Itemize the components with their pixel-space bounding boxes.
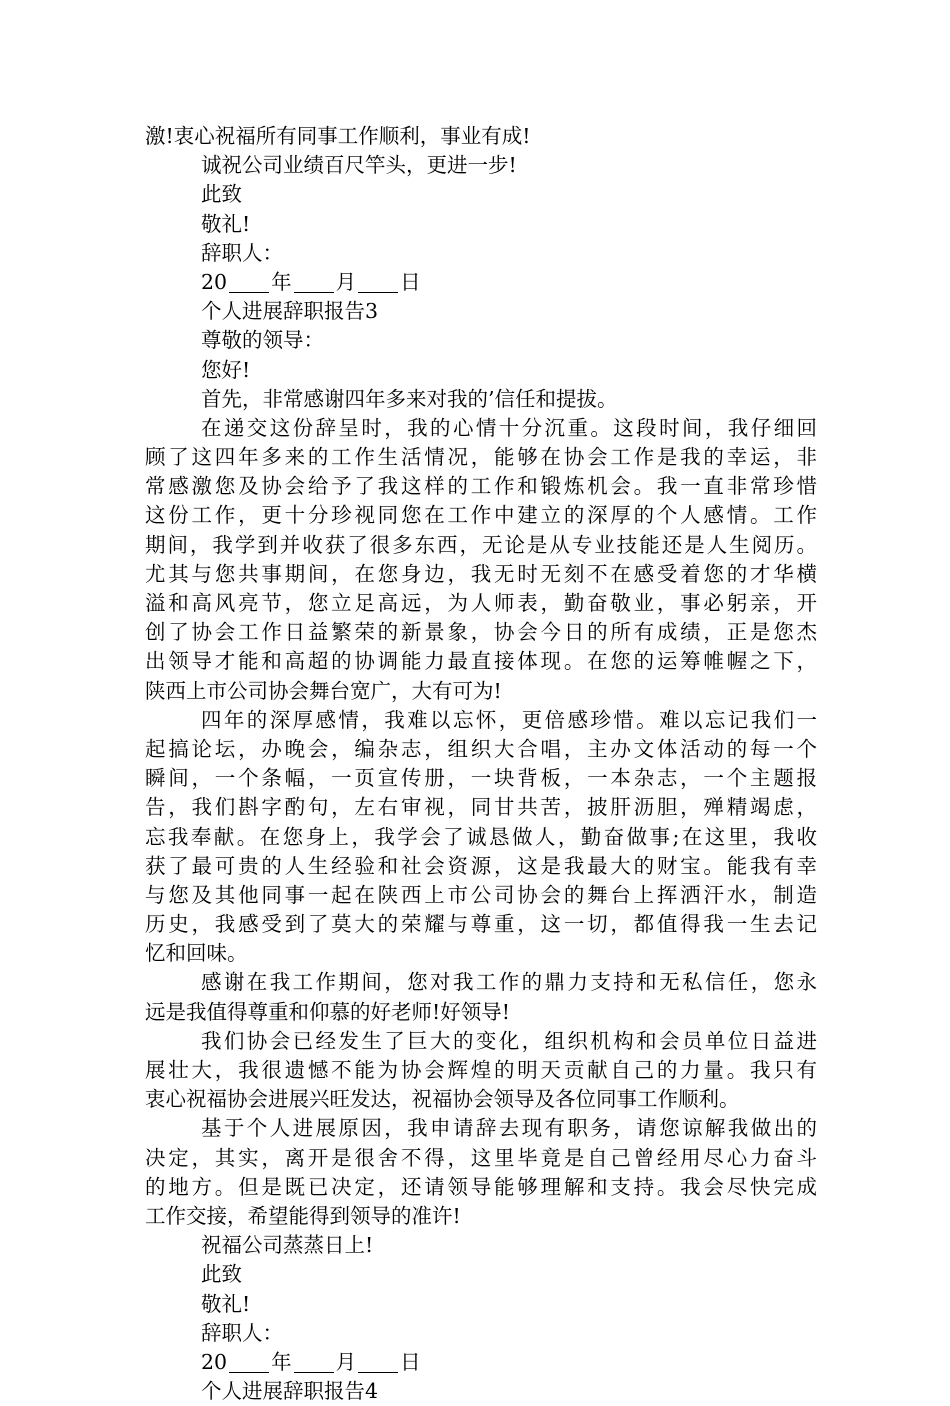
text-line: 此致 (201, 182, 242, 207)
text-line: 告，我们斟字酌句，左右审视，同甘共苦，披肝沥胆，殚精竭虑， (145, 795, 817, 820)
text-line: 首先，非常感谢四年多来对我的’信任和提拔。 (201, 386, 618, 411)
date-blank-underline (294, 272, 334, 293)
text-line: 个人进展辞职报告3 (201, 299, 379, 324)
text-line: 陕西上市公司协会舞台宽广，大有可为! (145, 678, 502, 703)
text-line: 决定，其实，离开是很舍不得，这里毕竟是自己曾经用尽心力奋斗 (145, 1145, 817, 1170)
text-line: 基于个人进展原因，我申请辞去现有职务，请您谅解我做出的 (201, 1116, 817, 1141)
text-line: 此致 (201, 1262, 242, 1287)
date-blank-underline (358, 1352, 398, 1373)
date-line (145, 268, 817, 297)
text-line: 敬礼! (201, 211, 251, 236)
text-line: 工作交接，希望能得到领导的准许! (145, 1203, 461, 1228)
date-year-prefix: 20 (201, 269, 228, 294)
text-line: 与您及其他同事一起在陕西上市公司协会的舞台上挥洒汗水，制造 (145, 882, 817, 907)
text-line: 起搞论坛，办晚会，编杂志，组织大合唱，主办文体活动的每一个 (145, 736, 817, 761)
date-blank-underline (229, 272, 269, 293)
text-line: 辞职人： (201, 240, 283, 265)
date-line (145, 1348, 817, 1377)
document-body (145, 122, 817, 1406)
text-line: 远是我值得尊重和仰慕的好老师!好领导! (145, 999, 510, 1024)
text-line: 四年的深厚感情，我难以忘怀，更倍感珍惜。难以忘记我们一 (201, 707, 817, 732)
date-blank-underline (294, 1352, 334, 1373)
text-line: 个人进展辞职报告4 (201, 1379, 379, 1404)
text-line: 这份工作，更十分珍视同您在工作中建立的深厚的个人感情。工作 (145, 503, 817, 528)
text-line: 尤其与您共事期间，在您身边，我无时无刻不在感受着您的才华横 (145, 561, 817, 586)
text-line: 创了协会工作日益繁荣的新景象，协会今日的所有成绩，正是您杰 (145, 620, 817, 645)
text-line: 的地方。但是既已决定，还请领导能够理解和支持。我会尽快完成 (145, 1174, 817, 1199)
date-year-prefix: 20 (201, 1349, 228, 1374)
text-line: 诚祝公司业绩百尺竿头，更进一步! (201, 153, 517, 178)
text-line: 出领导才能和高超的协调能力最直接体现。在您的运筹帷幄之下， (145, 649, 817, 674)
date-day-label: 日 (400, 269, 421, 294)
text-line: 期间，我学到并收获了很多东西，无论是从专业技能还是人生阅历。 (145, 532, 817, 557)
text-line: 顾了这四年多来的工作生活情况，能够在协会工作是我的幸运，非 (145, 445, 817, 470)
text-line: 展壮大，我很遗憾不能为协会辉煌的明天贡献自己的力量。我只有 (145, 1058, 817, 1082)
text-line: 常感激您及协会给予了我这样的工作和锻炼机会。我一直非常珍惜 (145, 474, 817, 499)
text-line: 我们协会已经发生了巨大的变化，组织机构和会员单位日益进 (201, 1028, 817, 1053)
text-line: 感谢在我工作期间，您对我工作的鼎力支持和无私信任，您永 (201, 970, 817, 995)
date-blank-underline (229, 1352, 269, 1373)
text-line: 尊敬的领导： (201, 328, 324, 353)
text-line: 历史，我感受到了莫大的荣耀与尊重，这一切，都值得我一生去记 (145, 912, 817, 937)
date-year-label: 年 (271, 1349, 292, 1374)
text-line: 溢和高风亮节，您立足高远，为人师表，勤奋敬业，事必躬亲，开 (145, 591, 817, 615)
text-line: 敬礼! (201, 1291, 251, 1316)
text-line: 辞职人： (201, 1320, 283, 1345)
text-line: 您好! (201, 357, 251, 382)
text-line: 激!衷心祝福所有同事工作顺利，事业有成! (145, 124, 531, 148)
date-blank-underline (358, 272, 398, 293)
text-line: 忆和回味。 (145, 941, 248, 966)
text-line: 衷心祝福协会进展兴旺发达，祝福协会领导及各位同事工作顺利。 (145, 1087, 740, 1112)
date-month-label: 月 (335, 1349, 357, 1374)
text-line: 获了最可贵的人生经验和社会资源，这是我最大的财宝。能我有幸 (145, 853, 817, 878)
text-line: 在递交这份辞呈时，我的心情十分沉重。这段时间，我仔细回 (201, 415, 817, 440)
text-line: 忘我奉献。在您身上，我学会了诚恳做人，勤奋做事;在这里，我收 (145, 824, 817, 849)
text-line: 瞬间，一个条幅，一页宣传册，一块背板，一本杂志，一个主题报 (145, 766, 817, 791)
date-month-label: 月 (335, 269, 357, 294)
date-year-label: 年 (271, 269, 292, 294)
date-day-label: 日 (400, 1349, 421, 1374)
text-line: 祝福公司蒸蒸日上! (201, 1233, 374, 1258)
